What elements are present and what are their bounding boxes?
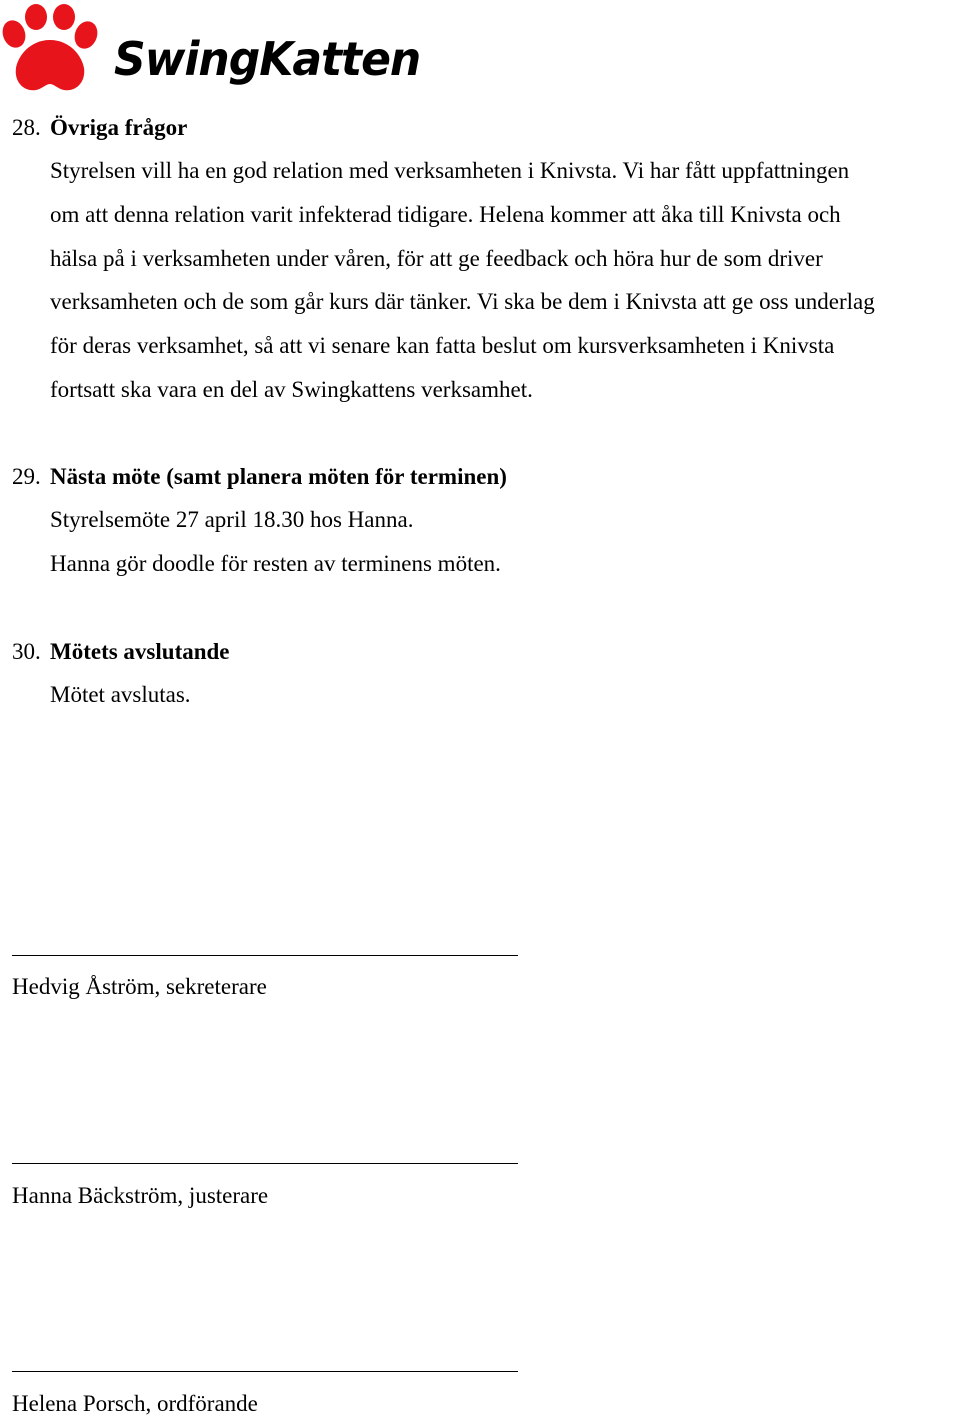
section-number: 29.	[12, 464, 41, 489]
paw-print-icon	[0, 4, 104, 94]
paragraph-line: Hanna gör doodle för resten av terminens möten.	[50, 551, 501, 576]
signature-line	[12, 955, 518, 956]
section-heading: Mötets avslutande	[50, 639, 230, 664]
paragraph-line: Mötet avslutas.	[50, 682, 191, 707]
section-number: 30.	[12, 639, 41, 664]
signature-name: Hanna Bäckström, justerare	[12, 1183, 269, 1208]
paragraph-line: för deras verksamhet, så att vi senare kan fatta beslut om kursverksamheten i Knivsta	[50, 333, 835, 358]
signature-line	[12, 1371, 518, 1372]
signature-name: Hedvig Åström, sekreterare	[12, 974, 267, 999]
logo-wordmark: SwingKatten	[114, 32, 421, 87]
section-number: 28.	[12, 115, 41, 140]
section-heading: Övriga frågor	[50, 115, 188, 140]
paragraph-line: om att denna relation varit infekterad tidigare. Helena kommer att åka till Knivsta och	[50, 202, 841, 227]
paragraph-line: fortsatt ska vara en del av Swingkattens verksamhet.	[50, 377, 533, 402]
paragraph-line: hälsa på i verksamheten under våren, för att ge feedback och höra hur de som driver	[50, 246, 823, 271]
paragraph-line: Styrelsemöte 27 april 18.30 hos Hanna.	[50, 507, 414, 532]
paragraph-line: Styrelsen vill ha en god relation med verksamheten i Knivsta. Vi har fått uppfattningen	[50, 158, 850, 183]
signature-name: Helena Porsch, ordförande	[12, 1391, 258, 1416]
section-heading: Nästa möte (samt planera möten för terminen)	[50, 464, 507, 489]
signature-line	[12, 1163, 518, 1164]
paragraph-line: verksamheten och de som går kurs där tänker. Vi ska be dem i Knivsta att ge oss underlag	[50, 289, 875, 314]
